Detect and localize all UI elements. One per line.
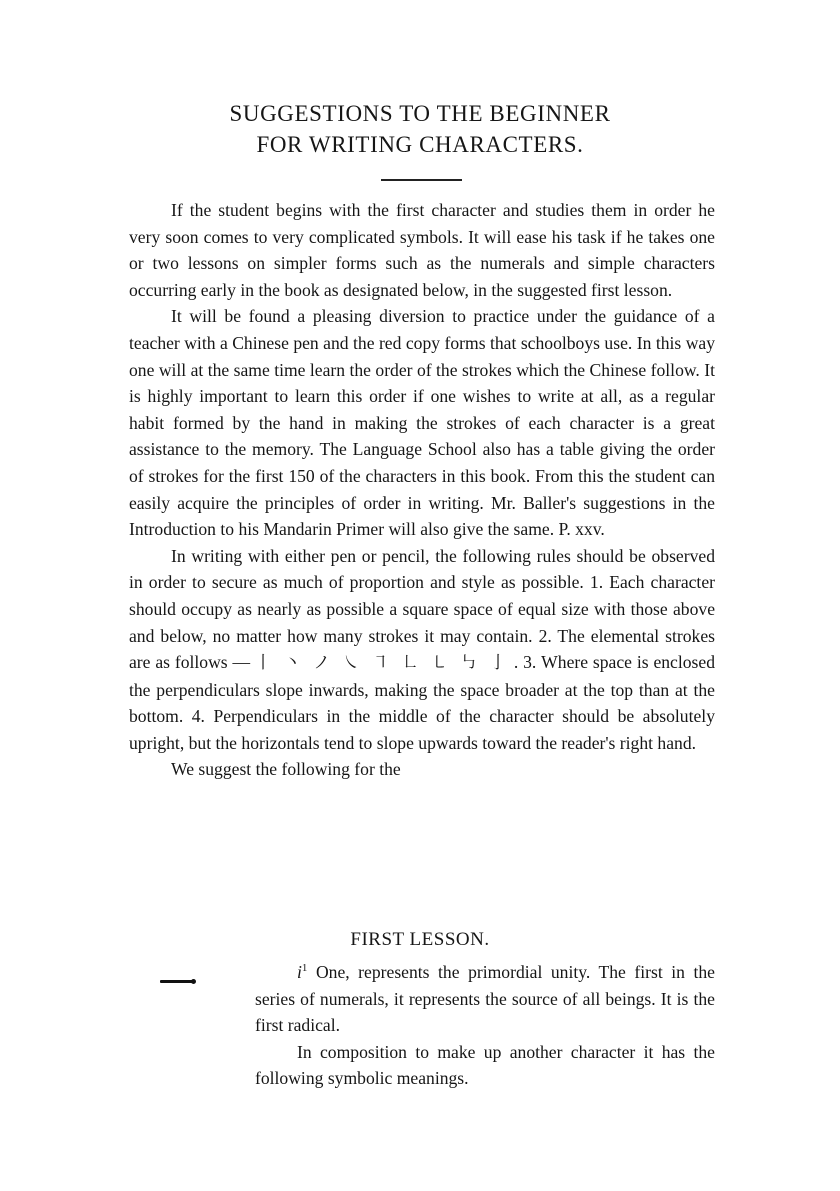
paragraph-rules: [129, 543, 715, 757]
character-one-glyph-icon: [160, 980, 194, 983]
rules-text-before: In writing with either pen or pencil, the following rules should be observed in order to secure as much of proportion and style as possible. 1. Each character should occupy as nearly as possible a square space of equal size with those above and below, no matter how many strokes it may contain. 2. The elemental strokes are as follows —: [129, 545, 715, 673]
body-text: [129, 197, 715, 783]
paragraph-practice: It will be found a pleasing diversion to practice under the guidance of a teacher with a Chinese pen and the red copy forms that schoolboys use. In this way one will at the same time learn the order of the strokes which the Chinese follow. It is highly important to learn this order if one wishes to write at all, as a regular habit formed by the hand in making the strokes of each character is a great assistance to the memory. The Language School also has a table giving the order of strokes for the first 150 of the characters in this book. From this the student can easily acquire the principles of order in writing. Mr. Baller's suggestions in the Introduction to his Mandarin Primer will also give the same. P. xxv.: [129, 306, 715, 540]
entry-text: [255, 959, 715, 1092]
page-title-line-1: SUGGESTIONS TO THE BEGINNER: [229, 101, 611, 126]
paragraph-intro: If the student begins with the first character and studies them in order he very soon comes to very complicated symbols. It will ease his task if he takes one or two lessons on simpler forms such as the numerals and simple characters occurring early in the book as designated below, in the suggested first lesson.: [129, 200, 715, 300]
entry-definition: One, represents the primordial unity. The first in the series of numerals, it represents the source of all beings. It is the first radical.: [255, 962, 715, 1036]
entry-paragraph-2: In composition to make up another character it has the following symbolic meanings.: [255, 1041, 715, 1089]
lesson-heading: FIRST LESSON.: [350, 929, 490, 950]
rules-text-after: . 3. Where space is enclosed the perpendiculars slope inwards, making the space broader at the top than at the bottom. 4. Perpendiculars in the middle of the character should be absolutely upright, but the horizontals tend to slope upwards toward the reader's right hand.: [129, 652, 716, 753]
entry-paragraph-1: [255, 959, 715, 1039]
elemental-strokes: 丨 丶 ノ ㇏ ㇕ ㇗ ㇄ ㇉ 亅: [254, 653, 510, 674]
paragraph-suggest: We suggest the following for the: [171, 759, 401, 780]
title-divider: [381, 179, 462, 181]
page-title-line-2: FOR WRITING CHARACTERS.: [256, 132, 584, 157]
entry-tone: 1: [301, 962, 308, 975]
entry-romanization: i: [297, 962, 302, 982]
